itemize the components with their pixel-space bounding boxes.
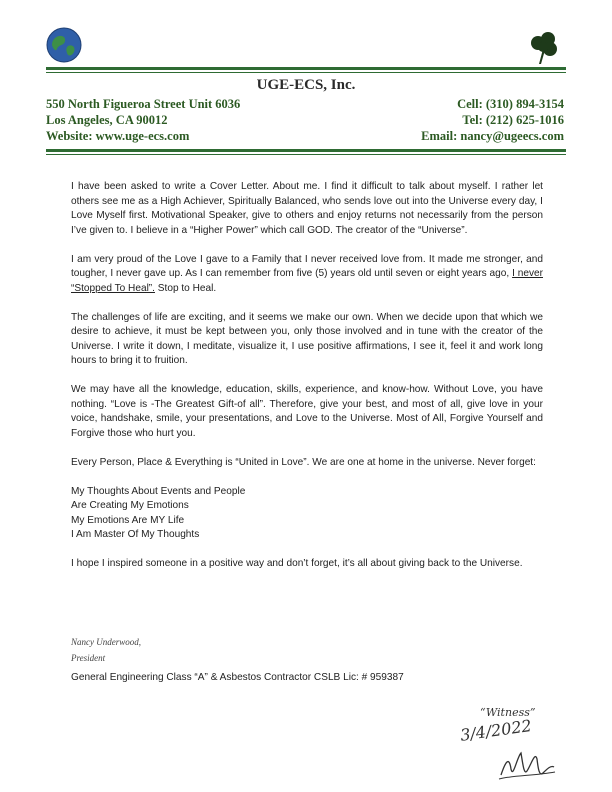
email[interactable]: Email: nancy@ugeecs.com <box>421 129 564 143</box>
paragraph-family: I am very proud of the Love I gave to a Family that I never received love from. It made me stronger, and tougher, I never gave up. As I can remember from five (5) years old until seven or eight years ago, I never “Stopped To Heal”. Stop to Heal. <box>71 253 543 294</box>
company-name: UGE-ECS, Inc. <box>256 77 356 93</box>
witness-signature-scribble <box>497 745 557 783</box>
cell-phone: Cell: (310) 894-3154 <box>457 97 564 111</box>
affirmation-item: My Thoughts About Events and People <box>71 485 246 497</box>
paragraph-closing: I hope I inspired someone in a positive way and don’t forget, it’s all about giving back to the Universe. <box>71 558 523 569</box>
header-rule-top-thin <box>46 72 566 73</box>
affirmation-item: Are Creating My Emotions <box>71 500 189 511</box>
paragraph-love: We may have all the knowledge, education, skills, experience, and know-how. Without Love, you have nothing. “Love is -The Greatest Gift-of all”. Therefore, give your best, and most of all, give love in your voice, handshake, smile, your presentations, and Love to the Universe. Most of All, Forgive Yourself and Forgive those who hurt you. <box>71 384 543 439</box>
paragraph-challenges: The challenges of life are exciting, and it seems we make our own. When we decide upon that which we desire to achieve, it must be kept between you, only those involved and in tune with the creator of the Universe. I write it down, I meditate, visualize it, I use positive affirmations, I see it, feel it and work long hours to bring it to fruition. <box>71 311 543 366</box>
address-line-1: 550 North Figueroa Street Unit 6036 <box>46 97 241 111</box>
handwritten-date: 3/4/2022 <box>459 715 533 745</box>
header-rule-top <box>46 67 566 70</box>
globe-icon <box>46 27 82 63</box>
signature-title: President <box>71 653 106 663</box>
paragraph-intro: I have been asked to write a Cover Letter. About me. I find it difficult to talk about myself. I rather let others see me as a High Achiever, Spiritually Balanced, who sends love out into the Universe every day, I Love Myself first. Motivational Speaker, give to others and enjoy returns not necessarily from the person I’ve given to. I believe in a “Higher Power” which call GOD. The creator of the “Universe”. <box>71 181 543 236</box>
underlined-phrase: I never “Stopped To Heal”. <box>71 268 543 294</box>
tel-phone: Tel: (212) 625-1016 <box>462 113 564 127</box>
paragraph-united: Every Person, Place & Everything is “United in Love”. We are one at home in the universe. Never forget: <box>71 456 536 468</box>
affirmation-item: I Am Master Of My Thoughts <box>71 529 200 540</box>
header-rule-bottom-thin <box>46 154 566 155</box>
license-line: General Engineering Class “A” & Asbestos Contractor CSLB Lic: # 959387 <box>71 672 404 683</box>
signature-name: Nancy Underwood, <box>71 637 141 647</box>
header-rule-bottom <box>46 149 566 152</box>
letter-body <box>71 180 543 586</box>
handwritten-witness: “Witness” <box>480 706 536 719</box>
affirmations-list <box>71 485 543 543</box>
shamrock-icon <box>526 30 562 66</box>
affirmation-item: My Emotions Are MY Life <box>71 514 185 526</box>
website[interactable]: Website: www.uge-ecs.com <box>46 129 190 143</box>
address-line-2: Los Angeles, CA 90012 <box>46 113 168 127</box>
